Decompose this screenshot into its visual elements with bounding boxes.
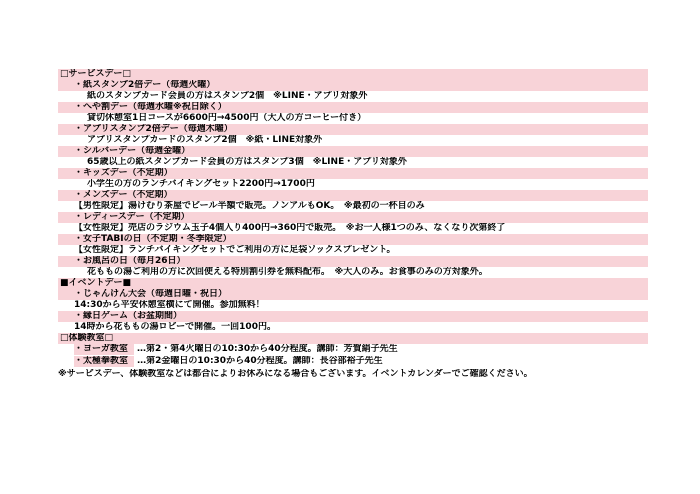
- event-title: [58, 311, 648, 322]
- service-detail: 小学生の方のランチバイキングセット2200円→1700円: [87, 179, 315, 189]
- event-detail: 14時から花ももの湯ロビーで開催。一回100円。: [74, 322, 276, 332]
- item-title: ・キッズデー（不定期）: [74, 168, 173, 178]
- service-detail: 花ももの湯ご利用の方に次回使える特別割引券を無料配布。 ※大人のみ。お食事のみの方対象外。: [87, 267, 488, 277]
- item-title: ・レディースデー（不定期）: [74, 212, 190, 222]
- section-header-service: □サービスデー□: [58, 69, 648, 80]
- item-title: ・お風呂の日（毎月26日）: [74, 256, 186, 266]
- service-detail: 【男性限定】湯けむり茶屋でビール半額で販売。ノンアルもOK。 ※最初の一杯目のみ: [74, 201, 425, 211]
- service-title: [58, 234, 648, 245]
- item-title: ・縁日ゲーム（お盆期間）: [74, 311, 183, 321]
- section-header-class: □体験教室□: [58, 333, 648, 344]
- class-title: ・ヨーガ教室: [74, 344, 134, 355]
- item-title: ・紙スタンプ2倍デー（毎週火曜）: [74, 80, 216, 90]
- section-header-event: ■イベントデー■: [58, 278, 648, 289]
- service-detail: 【女性限定】売店のラジウム玉子4個入り400円→360円で販売。 ※お一人様1つのみ、なくなり次第終了: [74, 223, 506, 233]
- class-item: [58, 356, 648, 367]
- event-title: [58, 289, 648, 300]
- item-title: ・アプリスタンプ2倍デー（毎週木曜）: [74, 124, 233, 134]
- service-title: [58, 256, 648, 267]
- class-detail: …第2・第4火曜日の10:30から40分程度。講師：芳賀絹子先生: [136, 344, 398, 354]
- service-title: [58, 124, 648, 135]
- event-detail: 14:30から平安休憩室横にて開催。参加無料！: [74, 300, 265, 310]
- service-detail: 65歳以上の紙スタンプカード会員の方はスタンプ3個 ※LINE・アプリ対象外: [87, 157, 407, 167]
- class-item: [58, 344, 648, 355]
- item-title: ・じゃんけん大会（毎週日曜・祝日）: [74, 289, 228, 299]
- service-title: [58, 80, 648, 91]
- footnote: ※サービスデー、体験教室などは都合によりお休みになる場合もございます。イベントカレンダーでご確認ください。: [58, 369, 533, 379]
- service-detail: 紙のスタンプカード会員の方はスタンプ2個 ※LINE・アプリ対象外: [87, 91, 368, 101]
- service-detail: 貸切休憩室1日コースが6600円→4500円（大人の方コーヒー付き）: [87, 113, 367, 123]
- class-detail: …第2金曜日の10:30から40分程度。講師：長谷部裕子先生: [137, 356, 383, 366]
- item-title: ・メンズデー（不定期）: [74, 190, 173, 200]
- item-title: ・シルバーデー（毎週金曜）: [74, 146, 191, 156]
- item-title: ・女子TABIの日（不定期・冬季限定）: [74, 234, 232, 244]
- service-title: [58, 146, 648, 157]
- document: [58, 69, 648, 380]
- item-title: ・へや割デー（毎週水曜※祝日除く）: [74, 102, 227, 112]
- service-title: [58, 190, 648, 201]
- service-title: [58, 212, 648, 223]
- service-detail: アプリスタンプカードのスタンプ2個 ※紙・LINE対象外: [87, 135, 323, 145]
- service-detail: 【女性限定】ランチバイキングセットでご利用の方に足袋ソックスプレゼント。: [74, 245, 396, 255]
- class-title: ・太極拳教室: [74, 356, 134, 367]
- service-title: [58, 168, 648, 179]
- service-title: [58, 102, 648, 113]
